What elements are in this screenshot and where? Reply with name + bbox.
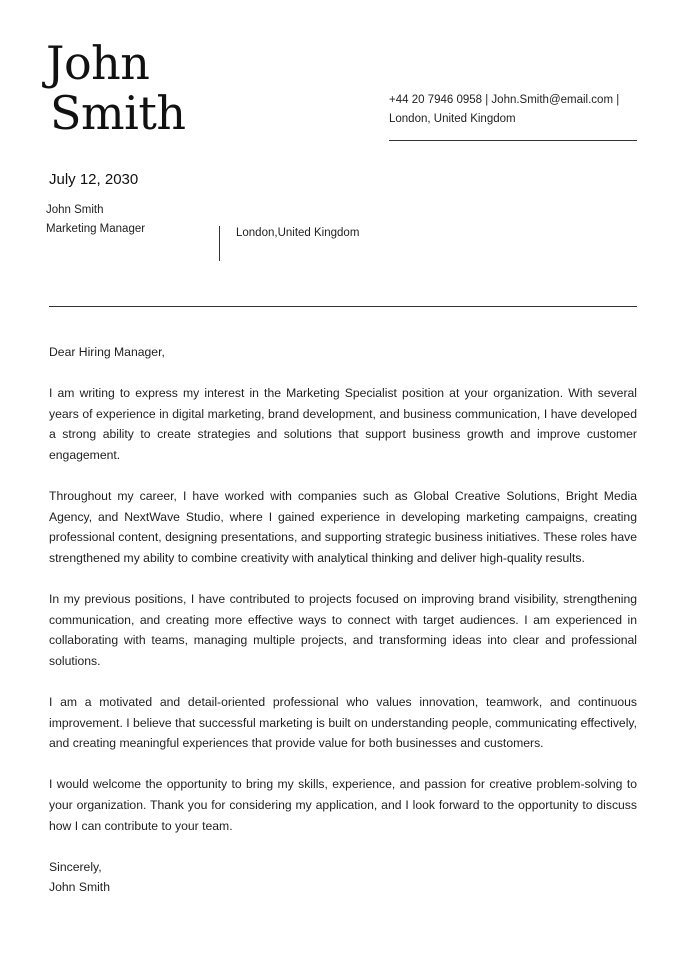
signature-name: John Smith [49, 880, 110, 895]
recipient-location: London,United Kingdom [236, 227, 360, 239]
paragraph-2: Throughout my career, I have worked with companies such as Global Creative Solutions, Bright Media Agency, and NextWave Studio, where I gained experience in developing marketing campaigns, creating professional content, designing presentations, and supporting strategic business initiatives. These roles have strengthened my ability to combine creativity with analytical thinking and deliver high-quality results. [49, 489, 637, 565]
contact-address: London, United Kingdom [389, 113, 516, 125]
contact-phone-email: +44 20 7946 0958 | John.Smith@email.com | [389, 94, 620, 106]
last-name: Smith [50, 86, 186, 140]
recipient-vertical-divider [219, 226, 220, 261]
paragraph-3: In my previous positions, I have contributed to projects focused on improving brand visibility, strengthening communication, and creating more effective ways to connect with target audiences. I am experienced in collaborating with teams, managing multiple projects, and transforming ideas into clear and professional solutions. [49, 592, 637, 668]
paragraph-4: I am a motivated and detail-oriented professional who values innovation, teamwork, and continuous improvement. I believe that successful marketing is built on understanding people, communicating effectively, and creating meaningful experiences that provide value for both businesses and customers. [49, 695, 637, 751]
signoff: Sincerely, [49, 859, 102, 874]
contact-divider [389, 140, 637, 141]
first-name: John [46, 36, 150, 90]
letter-date: July 12, 2030 [49, 171, 139, 188]
recipient-title: Marketing Manager [46, 223, 146, 235]
recipient-block [46, 201, 145, 239]
recipient-name: John Smith [46, 204, 104, 216]
letter-body [49, 342, 637, 898]
paragraph-5: I would welcome the opportunity to bring my skills, experience, and passion for creative problem-solving to your organization. Thank you for considering my application, and I look forward to the opportunity to discuss how I can contribute to your team. [49, 777, 637, 833]
contact-info [389, 91, 637, 129]
closing [49, 857, 637, 898]
applicant-name [46, 38, 185, 138]
paragraph-1: I am writing to express my interest in the Marketing Specialist position at your organization. With several years of experience in digital marketing, brand development, and business communication, I have developed a strong ability to create strategies and solutions that support business growth and improve customer engagement. [49, 386, 637, 462]
section-divider [49, 306, 637, 307]
greeting: Dear Hiring Manager, [49, 345, 165, 359]
